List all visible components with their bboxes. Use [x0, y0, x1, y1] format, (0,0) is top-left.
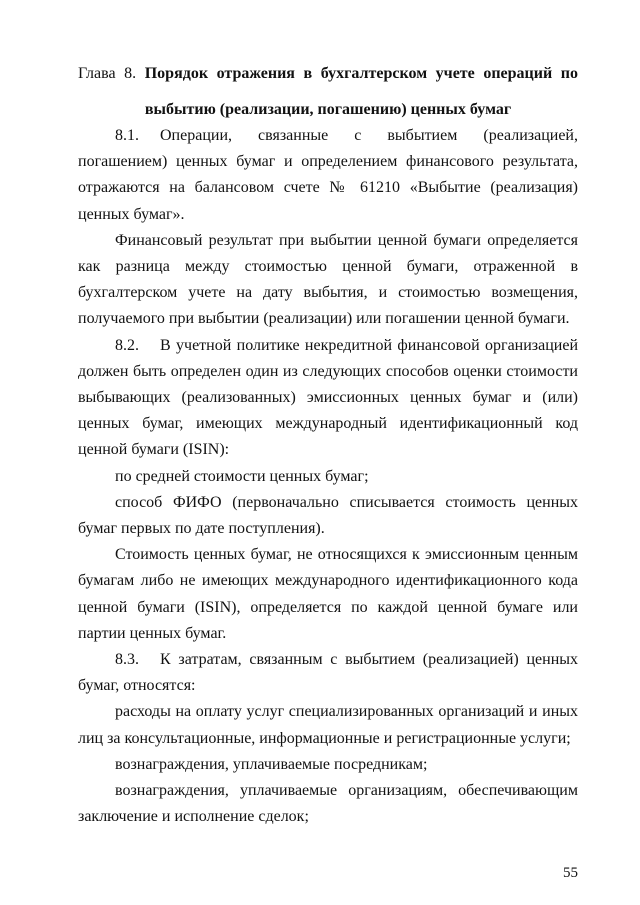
paragraph-text: по средней стоимости ценных бумаг; [115, 467, 369, 485]
list-item-intermediary-fees [78, 752, 578, 778]
page-number: 55 [563, 865, 578, 881]
paragraph-8-1 [78, 123, 578, 228]
paragraph-non-emission-cost [78, 542, 578, 647]
paragraph-number: 8.2. [115, 336, 139, 354]
paragraph-financial-result [78, 228, 578, 333]
paragraph-text: вознаграждения, уплачиваемые посредникам; [115, 755, 428, 773]
paragraph-8-3 [78, 647, 578, 699]
paragraph-number: 8.3. [115, 651, 139, 669]
paragraph-8-2 [78, 333, 578, 464]
paragraph-text: Финансовый результат при выбытии ценной бумаги определяется как разница между стоимостью ценной бумаги, отраженной в бухгалтерском учете на дату выбытия, и стоимостью возмещения, получаемого при выбытии (реализации) или погашении ценной бумаги. [78, 231, 578, 328]
list-item-average-cost [78, 464, 578, 490]
chapter-label: Глава 8. [78, 65, 137, 82]
body-text [78, 123, 578, 830]
paragraph-text: способ ФИФО (первоначально списывается стоимость ценных бумаг первых по дате поступления). [78, 493, 578, 538]
paragraph-text: В учетной политике некредитной финансовой организацией должен быть определен один из следующих способов оценки стоимости выбывающих (реализованных) эмиссионных ценных бумаг и (или) ценных бумаг, имеющих международный идентификационный код ценной бумаги (ISIN): [78, 336, 578, 459]
paragraph-text: вознаграждения, уплачиваемые организациям, обеспечивающим заключение и исполнение сделок; [78, 782, 578, 826]
chapter-title: Порядок отражения в бухгалтерском учете операций по выбытию (реализации, погашению) ценных бумаг [144, 65, 578, 118]
paragraph-text: К затратам, связанным с выбытием (реализацией) ценных бумаг, относятся: [78, 651, 578, 695]
list-item-services-costs [78, 699, 578, 751]
paragraph-text: расходы на оплату услуг специализированных организаций и иных лиц за консультационные, информационные и регистрационные услуги; [78, 703, 578, 747]
paragraph-text: Стоимость ценных бумаг, не относящихся к эмиссионным ценным бумагам либо не имеющих международного идентификационного кода ценной бумаги (ISIN), определяется по каждой ценной бумаге или партии ценных бумаг. [78, 546, 578, 642]
paragraph-number: 8.1. [115, 127, 139, 144]
list-item-fifo [78, 490, 578, 542]
paragraph-text: Операции, связанные с выбытием (реализацией, погашением) ценных бумаг и определением финансового результата, отражаются на балансовом счете № 61210 «Выбытие (реализация) ценных бумаг». [78, 127, 578, 223]
list-item-organization-fees [78, 778, 578, 830]
chapter-heading [78, 56, 578, 128]
